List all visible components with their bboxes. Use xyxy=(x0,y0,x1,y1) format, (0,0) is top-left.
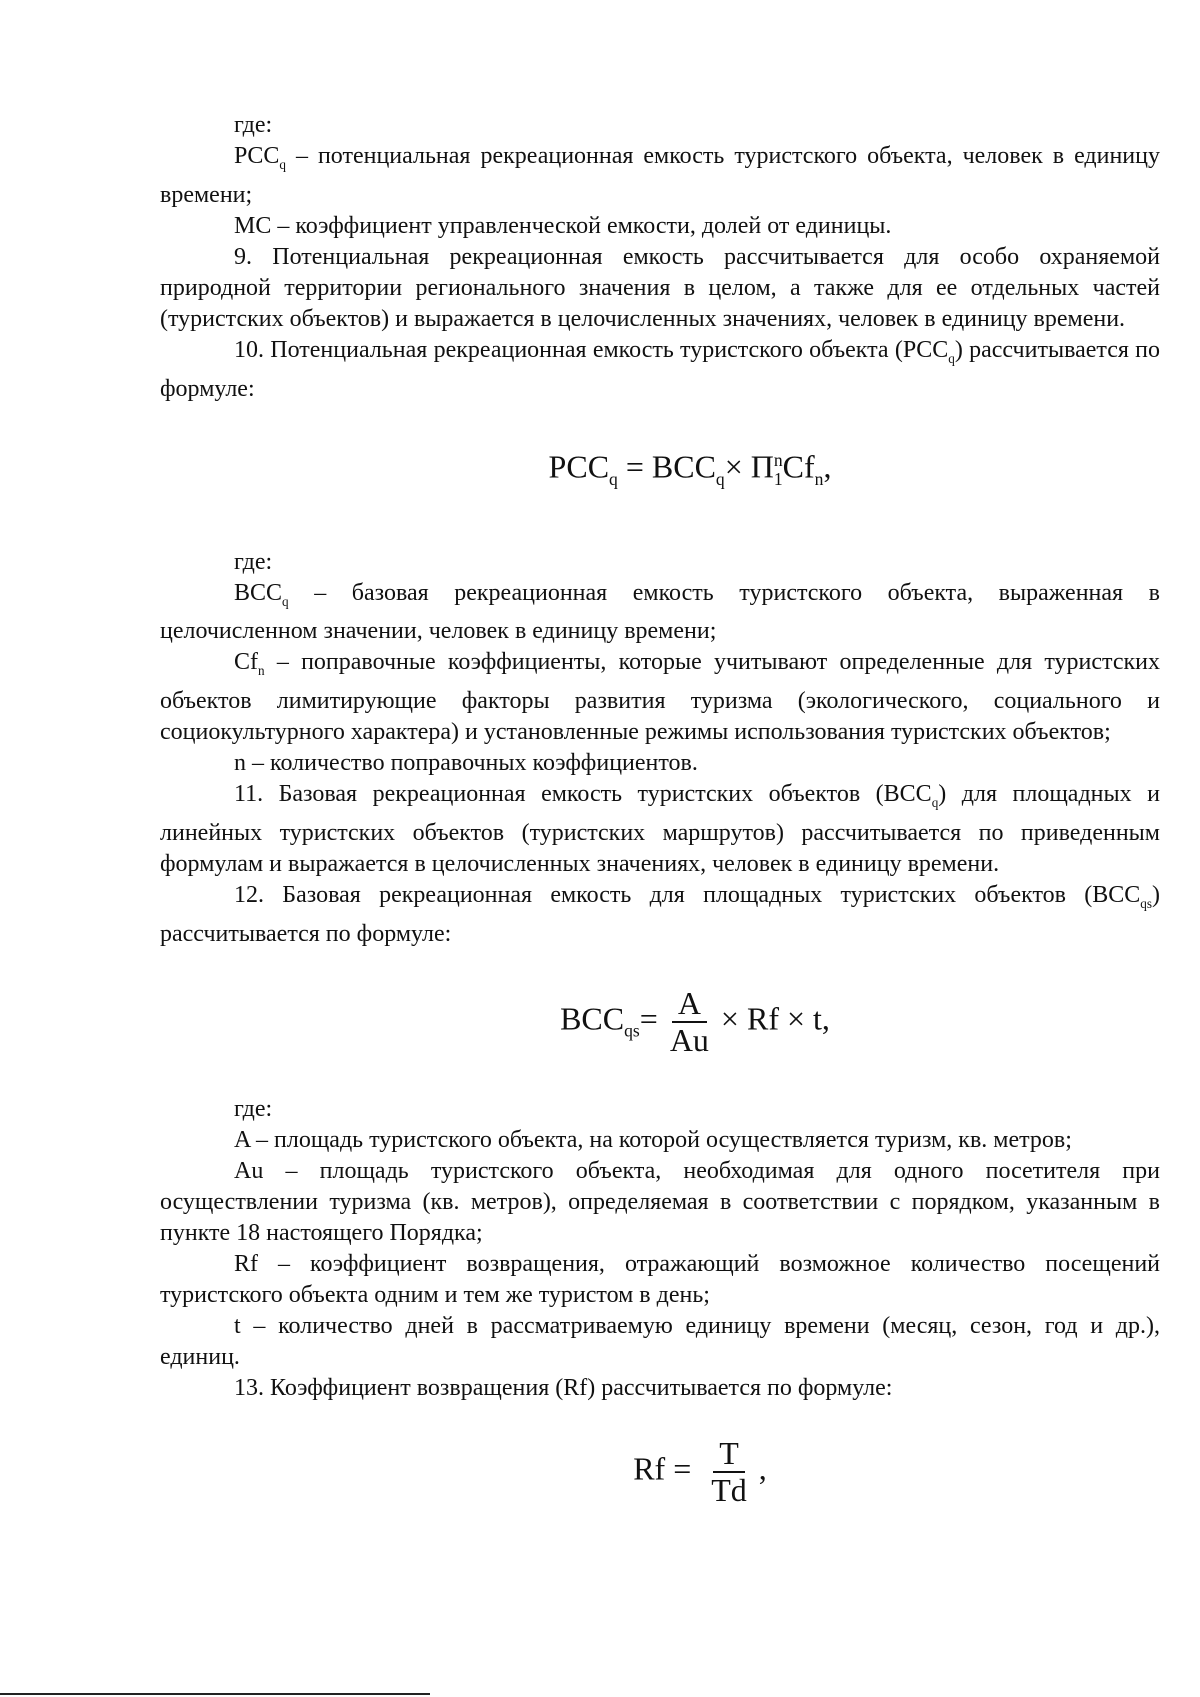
definition-n xyxy=(160,748,1160,779)
clause-9 xyxy=(160,242,1160,335)
formula-comma: , xyxy=(758,1450,767,1487)
text: 11. Базовая рекреационная емкость туристских объектов (BCC xyxy=(234,781,932,808)
clause-10 xyxy=(160,335,1160,405)
definition-text: – базовая рекреационная емкость туристского объекта, выраженная в целочисленном значении, человек в единицу времени; xyxy=(160,579,1160,645)
text: 10. Потенциальная рекреационная емкость туристского объекта (PCC xyxy=(234,336,949,363)
document-body xyxy=(160,110,1160,1506)
formula-subscript: qs xyxy=(624,1020,640,1041)
text: ) для площадных и линейных туристских объектов (туристских маршрутов) рассчитывается по приведенным формулам и выражается в целочисленных значениях, человек в единицу времени. xyxy=(160,781,1160,878)
term: Cf xyxy=(234,649,258,676)
formula-pccq xyxy=(160,445,1160,495)
subscript: q xyxy=(931,795,939,811)
term-subscript: q xyxy=(279,156,286,172)
definition-mc xyxy=(160,211,1160,242)
text: Rf – коэффициент возвращения, отражающий возможное количество посещений туристского объекта одним и тем же туристом в день; xyxy=(160,1250,1160,1308)
paragraph-where-1 xyxy=(160,110,1160,141)
text: где: xyxy=(234,548,273,575)
subscript: qs xyxy=(1140,895,1152,911)
text: 12. Базовая рекреационная емкость для площадных туристских объектов (BCC xyxy=(234,882,1141,909)
formula-subscript: q xyxy=(609,468,618,489)
formula-term: BCC xyxy=(651,448,716,485)
text: Au – площадь туристского объекта, необходимая для одного посетителя при осуществлении туризма (кв. метров), определяемая в соответствии с порядком, указанным в пункте 18 настоящего Порядка; xyxy=(160,1157,1160,1246)
paragraph-where-3 xyxy=(160,1094,1160,1125)
formula-comma: , xyxy=(823,448,832,485)
text: где: xyxy=(234,112,273,138)
text: A – площадь туристского объекта, на которой осуществляется туризм, кв. метров; xyxy=(234,1126,1072,1153)
definition-bccq xyxy=(160,578,1160,648)
term-subscript: q xyxy=(282,593,289,609)
product-lower-limit: 1 xyxy=(773,468,783,489)
product-upper-limit: n xyxy=(773,449,783,470)
subscript: q xyxy=(948,350,955,366)
definition-text: – потенциальная рекреационная емкость туристского объекта, человек в единицу времени; xyxy=(160,143,1160,208)
fraction xyxy=(664,984,715,1058)
text: 9. Потенциальная рекреационная емкость рассчитывается для особо охраняемой природной территории регионального значения в целом, а также для ее отдельных частей (туристских объектов) и выражается в целочисленных значениях, человек в единицу времени. xyxy=(160,243,1160,332)
paragraph-where-2 xyxy=(160,547,1160,578)
fraction-numerator: T xyxy=(713,1438,745,1473)
formula-rf xyxy=(160,1434,1160,1508)
clause-12 xyxy=(160,880,1160,950)
definition-cfn xyxy=(160,647,1160,748)
equals-sign: = xyxy=(639,1000,658,1037)
text: 13. Коэффициент возвращения (Rf) рассчитывается по формуле: xyxy=(234,1374,893,1401)
product-symbol: Π xyxy=(750,448,774,485)
definition-a xyxy=(160,1125,1160,1156)
term-subscript: n xyxy=(258,663,265,679)
equals-sign: = xyxy=(665,1450,700,1487)
definition-text: – поправочные коэффициенты, которые учитывают определенные для туристских объектов лимитирующие факторы развития туризма (экологического, социального и социокультурного характера) и установленные режимы использования туристских объектов; xyxy=(160,649,1160,746)
term: PCC xyxy=(234,143,280,169)
formula-lhs: Rf xyxy=(633,1450,666,1487)
text: t – количество дней в рассматриваемую единицу времени (месяц, сезон, год и др.), единиц. xyxy=(160,1312,1160,1370)
formula-tail: × Rf × t, xyxy=(720,1000,830,1037)
formula-bccqs xyxy=(160,984,1160,1058)
fraction-numerator: A xyxy=(672,988,707,1023)
formula-lhs: PCC xyxy=(548,448,610,485)
clause-11 xyxy=(160,779,1160,880)
formula-lhs: BCC xyxy=(560,1000,625,1037)
fraction xyxy=(705,1434,753,1508)
definition-pccq xyxy=(160,141,1160,211)
times-sign: × xyxy=(724,448,751,485)
text: n – количество поправочных коэффициентов. xyxy=(234,750,698,777)
clause-13 xyxy=(160,1373,1160,1404)
fraction-denominator: Td xyxy=(711,1471,747,1508)
definition-t xyxy=(160,1311,1160,1373)
formula-term: Cf xyxy=(782,448,815,485)
footnote-separator-line xyxy=(0,1693,430,1695)
equals-sign: = xyxy=(617,448,652,485)
formula-subscript: n xyxy=(814,468,824,489)
fraction-denominator: Au xyxy=(669,1021,709,1058)
formula-subscript: q xyxy=(715,468,725,489)
term: BCC xyxy=(234,579,283,606)
text: где: xyxy=(234,1095,273,1122)
definition-rf xyxy=(160,1249,1160,1311)
text: ) рассчитывается по формуле: xyxy=(160,882,1160,947)
text: MC – коэффициент управленческой емкости, долей от единицы. xyxy=(234,212,892,239)
text: ) рассчитывается по формуле: xyxy=(160,336,1160,402)
definition-au xyxy=(160,1156,1160,1249)
